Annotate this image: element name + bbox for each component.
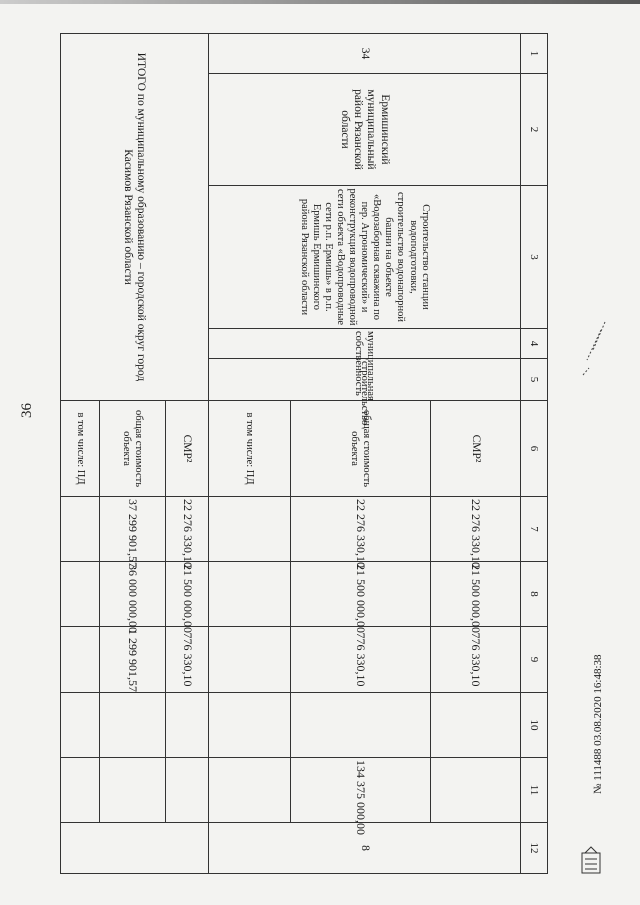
col-header: 2 [521, 74, 548, 186]
value-cell [208, 497, 290, 562]
value-cell [61, 627, 100, 693]
col-header: 3 [521, 186, 548, 329]
header-row [521, 34, 548, 874]
col-header: 7 [521, 497, 548, 562]
table-wrapper [60, 33, 548, 854]
value-cell: 21 500 000,00 [430, 562, 520, 627]
value-cell: 776 330,10 [430, 627, 520, 693]
scan-edge [0, 0, 640, 4]
value-cell [208, 693, 290, 758]
e-signature [588, 583, 608, 803]
value-cell: 1 299 901,57 [99, 627, 165, 693]
value-cell: 22 276 330,10 [430, 497, 520, 562]
value-cell [61, 497, 100, 562]
line-label: СМР² [430, 401, 520, 497]
col-header: 5 [521, 359, 548, 401]
table-row [430, 34, 520, 874]
total-label: ИТОГО по муниципальному образованию – городской округ город Касимов Рязанской области [61, 34, 209, 401]
value-cell [61, 562, 100, 627]
col-header: 4 [521, 329, 548, 359]
pen-mark-icon [575, 320, 615, 380]
signature-text: № 111488 03.08.2020 16:48:38 [592, 654, 604, 794]
col-header: 9 [521, 627, 548, 693]
value-cell [165, 693, 208, 758]
col-header: 6 [521, 401, 548, 497]
line-label: общая стоимость объекта [99, 401, 165, 497]
value-cell [430, 693, 520, 758]
value-cell: 36 000 000,00 [99, 562, 165, 627]
district-cell: Ермишинский муниципальный район Рязанской области [208, 74, 520, 186]
object-cell: Строительство станции водоподготовки, строительство водонапорной башни на объекте «Водозаборная скважина по пер. Агрономический» и реконструкция водопроводной сети объекта «Водопроводные сети р.п. Ермишь» в р.п. Ермишь Ермишинского района Рязанской области [208, 186, 520, 329]
col-header: 8 [521, 562, 548, 627]
col-header: 1 [521, 34, 548, 74]
data-table [60, 33, 548, 874]
value-cell: 37 299 901,57 [99, 497, 165, 562]
value-cell: 22 276 330,10 [165, 497, 208, 562]
value-cell [99, 693, 165, 758]
col12-cell [61, 823, 209, 874]
col-header: 11 [521, 758, 548, 823]
value-cell: 776 330,10 [290, 627, 430, 693]
ownership-cell: муниципальная собственность [208, 329, 520, 359]
line-label: в том числе: ПД [208, 401, 290, 497]
table-row [165, 34, 208, 874]
col12-cell: 8 [208, 823, 520, 874]
value-cell [165, 758, 208, 823]
value-cell [61, 693, 100, 758]
value-cell [208, 562, 290, 627]
value-cell: 21 500 000,00 [290, 562, 430, 627]
value-cell [99, 758, 165, 823]
line-label: в том числе: ПД [61, 401, 100, 497]
value-cell [208, 627, 290, 693]
page-number: 36 [19, 403, 35, 418]
line-label: общая стоимость объекта [290, 401, 430, 497]
value-cell: 776 330,10 [165, 627, 208, 693]
col-header: 12 [521, 823, 548, 874]
value-cell [290, 693, 430, 758]
value-cell [208, 758, 290, 823]
value-cell: 21 500 000,00 [165, 562, 208, 627]
work-type-cell: строительство [208, 359, 520, 401]
col-header: 10 [521, 693, 548, 758]
line-label: СМР² [165, 401, 208, 497]
value-cell [61, 758, 100, 823]
value-cell [430, 758, 520, 823]
value-cell: 22 276 330,10 [290, 497, 430, 562]
row-number: 34 [208, 34, 520, 74]
seal-icon [580, 845, 602, 875]
value-cell: 134 375 000,00 [290, 758, 430, 823]
